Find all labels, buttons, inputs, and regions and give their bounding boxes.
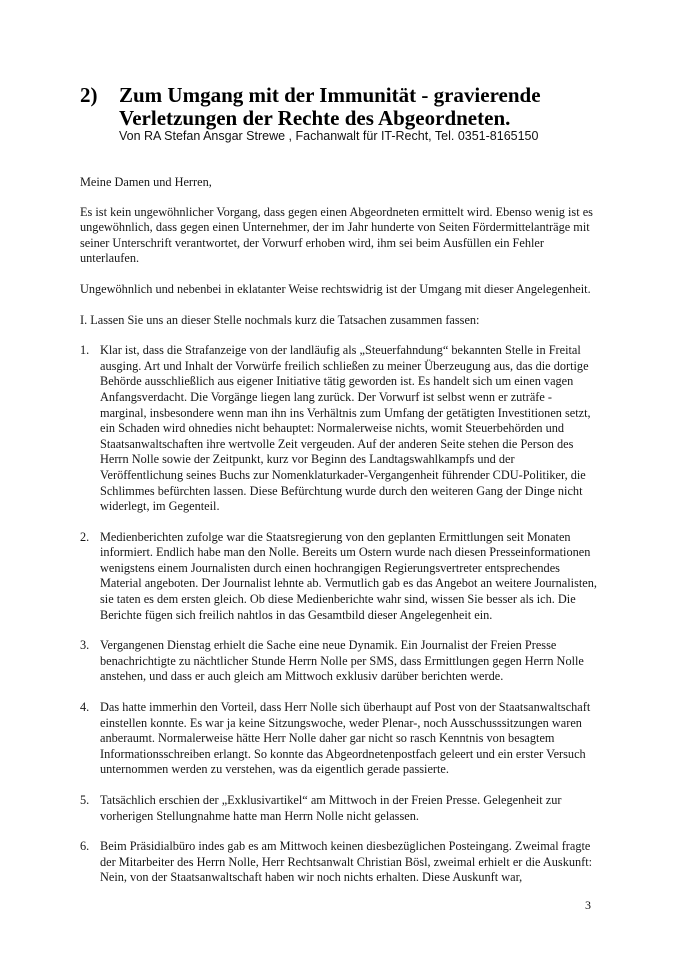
- list-item-text: Klar ist, dass die Strafanzeige von der landläufig als „Steuerfahndung“ bekannten Stelle in Freital ausging. Art und Inhalt der Vorwürfe freilich schließen zu meiner Überzeugung aus, das die dortige Behörde ausschließlich aus eigener Initiative tätig geworden ist. Es handelt sich um einen vagen Anfangsverdacht. Die Vorgänge liegen lang zurück. Der Vorwurf ist selbst wenn er zuträfe - marginal, insbesondere wenn man ihn ins Verhältnis zum Umfang der getätigten Investitionen setzt, ein Schaden wird ohnedies nicht behauptet: Normalerweise nichts, womit Steuerbehörden und Staatsanwaltschaften ihre wertvolle Zeit vergeuden. Auf der anderen Seite stehen die Person des Herrn Nolle sowie der Zeitpunkt, kurz vor Beginn des Landtagswahlkampfs und der Veröffentlichung seines Buchs zur Nomenklaturkader-Vergangenheit führender CDU-Politiker, die Schlimmes befürchten lassen. Diese Befürchtung wurde durch den weiteren Gang der Dinge nicht widerlegt, im Gegenteil.: [100, 343, 591, 514]
- list-item-text: Tatsächlich erschien der „Exklusivartikel“ am Mittwoch in der Freien Presse. Gelegenheit zur vorherigen Stellungnahme hatte man Herrn Nolle nicht gelassen.: [100, 793, 562, 823]
- section-title: Zum Umgang mit der Immunität - gravierende Verletzungen der Rechte des Abgeordneten.: [119, 83, 541, 130]
- list-item: [80, 839, 600, 886]
- paragraph-3: I. Lassen Sie uns an dieser Stelle nochmals kurz die Tatsachen zusammen fassen:: [80, 312, 480, 327]
- list-item: [80, 638, 600, 685]
- list-item-text: Vergangenen Dienstag erhielt die Sache eine neue Dynamik. Ein Journalist der Freien Presse benachrichtigte zu nächtlicher Stunde Herrn Nolle per SMS, dass Ermittlungen gegen Herrn Nolle anstehen, und dass er auch gleich am Mittwoch exklusiv darüber berichten werde.: [100, 638, 584, 684]
- list-item: [80, 793, 600, 824]
- page-number: 3: [585, 898, 591, 912]
- salutation: Meine Damen und Herren,: [80, 175, 212, 189]
- list-item-text: Beim Präsidialbüro indes gab es am Mittwoch keinen diesbezüglichen Posteingang. Zweimal fragte der Mitarbeiter des Herrn Nolle, Herr Rechtsanwalt Christian Bösl, zweimal erhielt er die Auskunft: Nein, von der Staatsanwaltschaft haben wir noch nichts erhalten. Diese Auskunft war,: [100, 839, 593, 885]
- paragraph-2: Ungewöhnlich und nebenbei in eklatanter Weise rechtswidrig ist der Umgang mit dieser Angelegenheit.: [80, 281, 591, 296]
- section-number: 2): [80, 83, 98, 107]
- list-item-number: 5.: [80, 793, 90, 807]
- list-item-number: 1.: [80, 343, 90, 358]
- list-item-number: 6.: [80, 839, 90, 854]
- list-item-number: 3.: [80, 638, 90, 653]
- list-item-number: 2.: [80, 529, 90, 544]
- list-item: [80, 343, 600, 515]
- list-item: [80, 530, 600, 624]
- paragraph-1: Es ist kein ungewöhnlicher Vorgang, dass gegen einen Abgeordneten ermittelt wird. Ebenso wenig ist es ungewöhnlich, dass gegen einen Unternehmer, der im Jahr hunderte von Seiten Fördermittelanträge mit seiner Unterschrift verantwortet, der Vorwurf erhoben wird, ihm sei beim Ausfüllen ein Fehler unterlaufen.: [80, 204, 593, 266]
- author-byline: Von RA Stefan Ansgar Strewe , Fachanwalt für IT-Recht, Tel. 0351-8165150: [119, 129, 539, 143]
- list-item-text: Medienberichten zufolge war die Staatsregierung von den geplanten Ermittlungen seit Monaten informiert. Endlich habe man den Nolle. Bereits um Ostern wurde nach diesen Presseinformationen wenigstens einem Journalisten durch einen hochrangigen Regierungsvertreter entsprechendes Material angeboten. Der Journalist lehnte ab. Vermutlich gab es das Angebot an weitere Journalisten, sie taten es dem ersten gleich. Ob diese Medienberichte wahr sind, wissen Sie besser als ich. Die Berichte fügen sich freilich nahtlos in das Gesamtbild dieser Angelegenheit ein.: [100, 529, 597, 622]
- document-body: [80, 175, 600, 901]
- list-item-number: 4.: [80, 700, 90, 715]
- list-item-text: Das hatte immerhin den Vorteil, dass Herr Nolle sich überhaupt auf Post von der Staatsanwaltschaft einstellen konnte. Es war ja keine Sitzungswoche, weder Plenar-, noch Ausschusssitzungen waren anberaumt. Normalerweise hätte Herr Nolle daher gar nicht so rasch Kenntnis von besagtem Informationsschreiben erlangt. So konnte das Abgeordnetenpostfach geleert und ein erster Versuch unternommen werden zu verstehen, was da eigentlich gerade passierte.: [100, 700, 591, 777]
- list-item: [80, 700, 600, 778]
- numbered-list: [80, 343, 600, 886]
